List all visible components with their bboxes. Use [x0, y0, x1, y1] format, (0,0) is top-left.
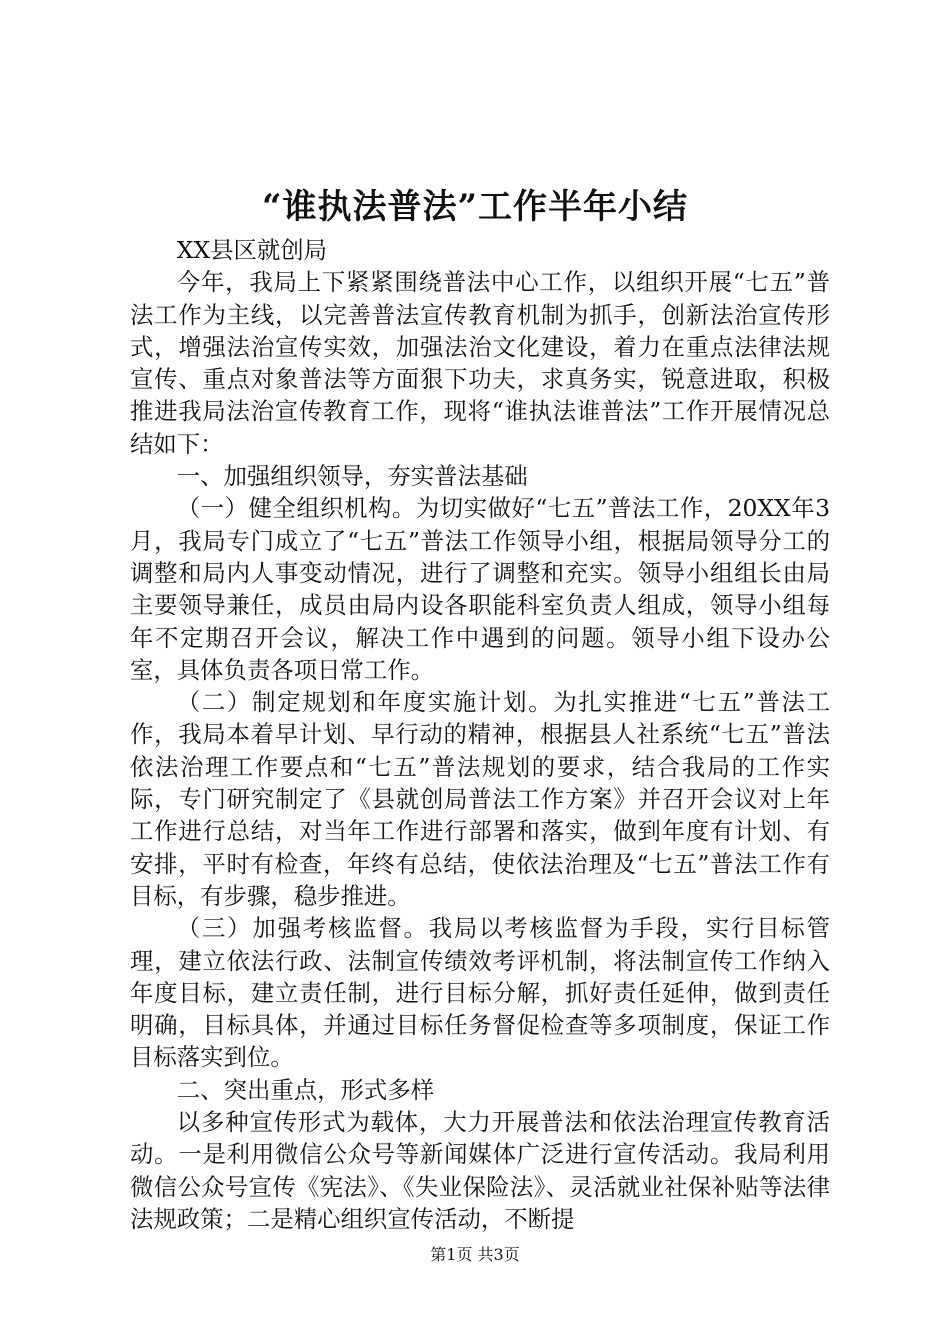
document-body	[130, 234, 830, 1235]
section-heading-1: 一、加强组织领导，夯实普法基础	[176, 462, 528, 491]
subsection-paragraph-3: （三）加强考核监督。我局以考核监督为手段，实行目标管理，建立依法行政、法制宣传绩效考评机制，将法制宣传工作纳入年度目标，建立责任制，进行目标分解，抓好责任延伸，做到责任明确，目标具体，并通过目标任务督促检查等多项制度，保证工作目标落实到位。	[130, 914, 830, 1072]
subsection-paragraph-1: （一）健全组织机构。为切实做好“七五”普法工作，20XX年3月，我局专门成立了“七五”普法工作领导小组，根据局领导分工的调整和局内人事变动情况，进行了调整和充实。领导小组组长由局主要领导兼任，成员由局内设各职能科室负责人组成，领导小组每年不定期召开会议，解决工作中遇到的问题。领导小组下设办公室，具体负责各项日常工作。	[130, 494, 830, 684]
page-footer: 第1页 共3页	[430, 1245, 520, 1264]
section-heading-2: 二、突出重点，形式多样	[176, 1075, 435, 1104]
document-title: “谁执法普法”工作半年小结	[261, 187, 689, 227]
section-2-paragraph: 以多种宣传形式为载体，大力开展普法和依法治理宣传教育活动。一是利用微信公众号等新闻媒体广泛进行宣传活动。我局利用微信公众号宣传《宪法》、《失业保险法》、灵活就业社保补贴等法律法规政策；二是精心组织宣传活动，不断提	[130, 1108, 830, 1233]
intro-paragraph: 今年，我局上下紧紧围绕普法中心工作，以组织开展“七五”普法工作为主线，以完善普法宣传教育机制为抓手，创新法治宣传形式，增强法治宣传实效，加强法治文化建设，着力在重点法律法规宣传、重点对象普法等方面狠下功夫，求真务实，锐意进取，积极推进我局法治宣传教育工作，现将“谁执法谁普法”工作开展情况总结如下：	[130, 268, 830, 458]
subsection-paragraph-2: （二）制定规划和年度实施计划。为扎实推进“七五”普法工作，我局本着早计划、早行动的精神，根据县人社系统“七五”普法依法治理工作要点和“七五”普法规划的要求，结合我局的工作实际，专门研究制定了《县就创局普法工作方案》并召开会议对上年工作进行总结，对当年工作进行部署和落实，做到年度有计划、有安排，平时有检查，年终有总结，使依法治理及“七五”普法工作有目标，有步骤，稳步推进。	[130, 688, 830, 910]
organization-line: XX县区就创局	[176, 236, 328, 264]
